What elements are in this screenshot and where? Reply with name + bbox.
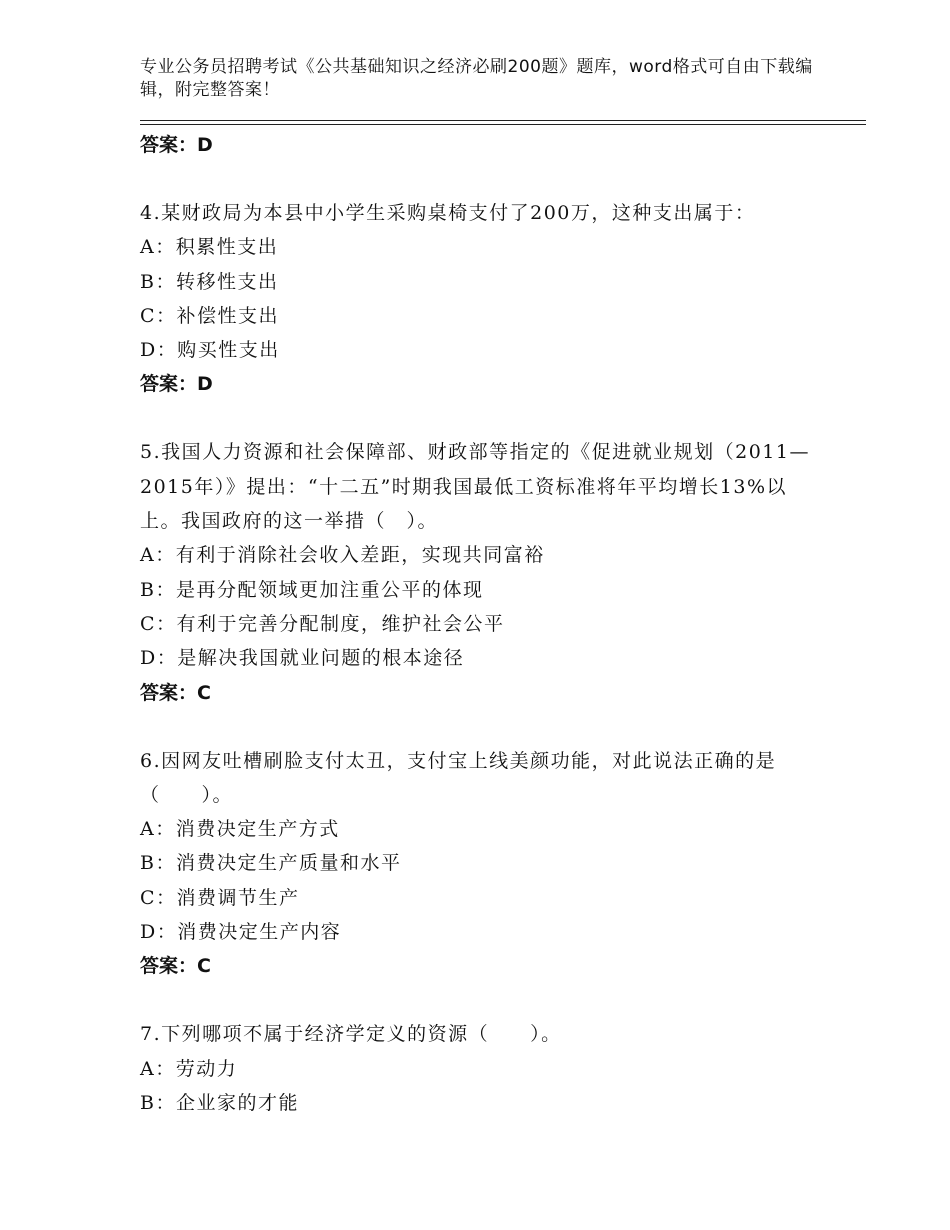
spacer	[140, 983, 820, 1017]
option-a: A：劳动力	[140, 1057, 238, 1080]
question-text: 7.下列哪项不属于经济学定义的资源（ ）。	[140, 1023, 562, 1046]
option-b: B：是再分配领域更加注重公平的体现	[140, 578, 484, 601]
question-item-5	[140, 435, 820, 709]
option-b: B：企业家的才能	[140, 1091, 299, 1114]
option-a: A：积累性支出	[140, 236, 279, 259]
question-text: 5.我国人力资源和社会保障部、财政部等指定的《促进就业规划（2011—2015年）》提出：“十二五”时期我国最低工资标准将年平均增长13%以上。我国政府的这一举措（ ）。	[140, 441, 810, 533]
question-list	[140, 128, 820, 1120]
question-text: 6.因网友吐槽刷脸支付太丑，支付宝上线美颜功能，对此说法正确的是（ ）。	[140, 749, 777, 806]
question-text: 4.某财政局为本县中小学生采购桌椅支付了200万，这种支出属于：	[140, 202, 756, 224]
answer-line: 答案：D	[140, 373, 213, 396]
option-b: B：转移性支出	[140, 270, 279, 293]
option-d: D：是解决我国就业问题的根本途径	[140, 647, 465, 670]
option-a: A：有利于消除社会收入差距，实现共同富裕	[140, 544, 545, 567]
spacer	[140, 401, 820, 435]
spacer	[140, 162, 820, 196]
question-item-7	[140, 1017, 820, 1120]
option-c: C：消费调节生产	[140, 886, 300, 909]
answer-line: 答案：C	[140, 681, 211, 704]
answer-line: 答案：D	[140, 134, 213, 156]
question-item-4	[140, 196, 820, 401]
document-header: 专业公务员招聘考试《公共基础知识之经济必刷200题》题库，word格式可自由下载编辑，附完整答案！	[140, 57, 813, 100]
question-item-6	[140, 744, 820, 984]
option-d: D：购买性支出	[140, 339, 280, 362]
header-divider	[140, 120, 866, 125]
spacer	[140, 710, 820, 744]
answer-line: 答案：C	[140, 955, 211, 978]
option-c: C：补偿性支出	[140, 304, 280, 327]
option-b: B：消费决定生产质量和水平	[140, 852, 402, 875]
option-a: A：消费决定生产方式	[140, 818, 340, 841]
option-c: C：有利于完善分配制度，维护社会公平	[140, 612, 505, 635]
option-d: D：消费决定生产内容	[140, 921, 342, 944]
